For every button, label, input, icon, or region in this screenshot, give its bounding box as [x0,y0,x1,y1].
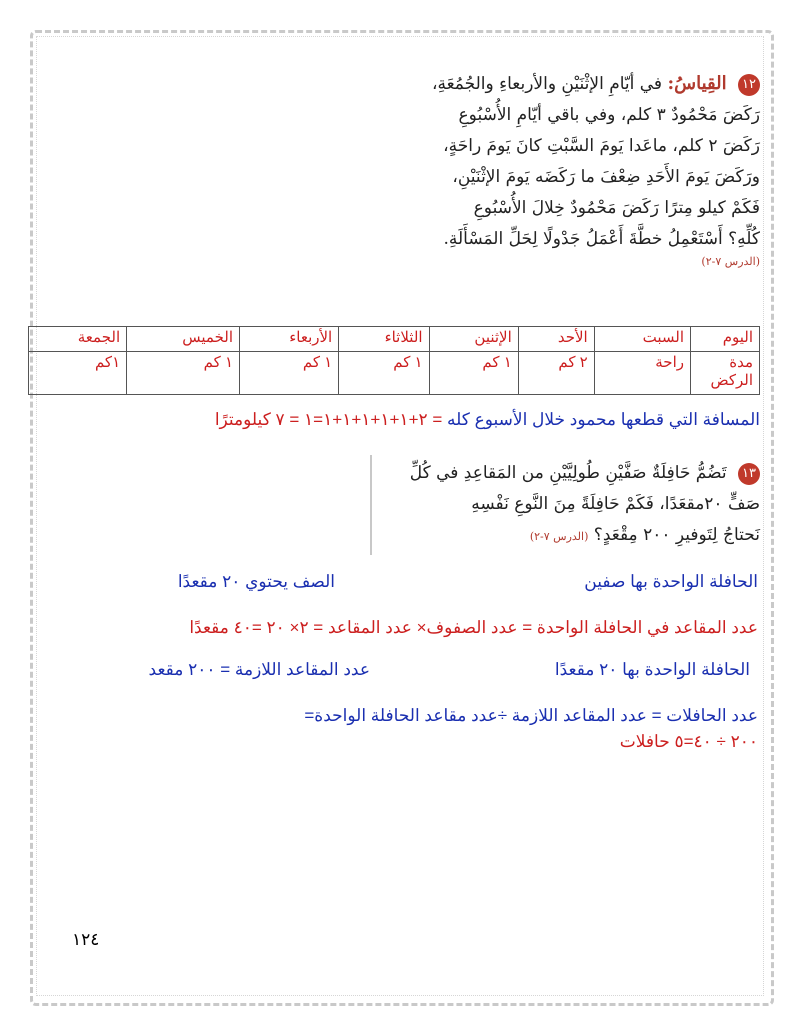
problem-12-lesson-ref: (الدرس ٧-٢) [701,255,760,268]
problem-12-line-1: في أيّامِ الإثْنَيْنِ والأربعاءِ والجُمُعَةِ، [431,74,663,94]
problem-13 [340,458,760,552]
problem-12-number-badge: ١٢ [738,74,760,96]
table-row-durations [29,352,760,395]
problem-13-line-2: صَفٍّ ٢٠مقعَدًا، فَكَمْ حَافِلَةً مِنَ النَّوعِ نَفْسِهِ [471,494,760,514]
table-cell-day: الخميس [127,327,240,352]
problem-12-label: القِياسُ: [667,73,727,94]
problem-12-line-6: كُلِّهِ؟ أَسْتَعْمِلُ خطَّةَ أَعْمَلُ جَدْولًا لِحَلِّ المَسْأَلَةِ. [443,229,760,249]
problem-12-first-line [340,68,760,100]
table-cell-duration-label: مدة الركض [691,352,760,395]
answer-13-buses-formula: عدد الحافلات = عدد المقاعد اللازمة ÷عدد مقاعد الحافلة الواحدة= [304,706,758,725]
table-cell-day: الإثنين [429,327,518,352]
problem-13-line-1: تَضُمُّ حَافِلَةٌ صَفَّيْنِ طُولِيَّيْنِ من المَقاعِدِ في كُلِّ [409,463,727,483]
table-cell-value: ١ كم [127,352,240,395]
running-table [28,326,760,395]
answer-13-row-seats: الصف يحتوي ٢٠ مقعدًا [177,572,335,591]
table-cell-day-label: اليوم [691,327,760,352]
table-cell-value: ١ كم [429,352,518,395]
answer-12 [215,410,760,430]
problem-12-line-4: ورَكَضَ يَومَ الأَحَدِ ضِعْفَ ما رَكَضَه يَومَ الإثْنَيْنِ، [452,167,760,187]
table-cell-day: الأربعاء [240,327,339,352]
answer-13-bus-rows: الحافلة الواحدة بها صفين [584,572,758,591]
answer-13-required-seats: عدد المقاعد اللازمة = ٢٠٠ مقعد [148,660,370,679]
answer-13-buses-result: ٢٠٠ ÷ ٤٠=٥ حافلات [619,732,758,751]
table-cell-value: ١ كم [339,352,429,395]
answer-12-prefix: المسافة التي قطعها محمود خلال الأسبوع كله [447,410,760,429]
problem-12-line-5: فَكَمْ كيلو مِترًا رَكَضَ مَحْمُودٌ خِلالَ الأُسْبُوعِ [473,198,760,218]
table-cell-day: الجمعة [29,327,127,352]
problem-12-line-3: رَكَضَ ٢ كلم، ماعَدا يَومَ السَّبْتِ كانَ يَومَ راحَةٍ، [443,136,760,156]
problem-13-line-3-text: نَحتاجُ لِتَوفيرِ ٢٠٠ مِقْعَدٍ؟ [593,525,760,545]
table-cell-value: ١ كم [240,352,339,395]
problem-13-lesson-ref: (الدرس ٧-٢) [529,530,589,543]
table-cell-value: ١كم [29,352,127,395]
table-cell-day: السبت [594,327,690,352]
page-number: ١٢٤ [72,930,100,950]
table-cell-day: الأحد [518,327,594,352]
table-row-days [29,327,760,352]
problem-13-number-badge: ١٣ [738,463,760,485]
problem-12 [340,68,760,268]
answer-12-result: = ٢+١+١+١+١+١=١ = ٧ كيلومترًا [214,410,443,429]
answer-13-bus-20: الحافلة الواحدة بها ٢٠ مقعدًا [554,660,750,679]
table-cell-value: راحة [594,352,690,395]
answer-13-seats-per-bus: عدد المقاعد في الحافلة الواحدة = عدد الصفوف× عدد المقاعد = ٢× ٢٠ =٤٠ مقعدًا [189,618,758,637]
table-cell-value: ٢ كم [518,352,594,395]
problem-13-line-3 [340,520,760,552]
problem-13-first-line [340,458,760,489]
problem-12-line-2: رَكَضَ مَحْمُودٌ ٣ كلم، وفي باقي أيّامِ الأُسْبُوعِ [458,105,760,125]
table-cell-day: الثلاثاء [339,327,429,352]
